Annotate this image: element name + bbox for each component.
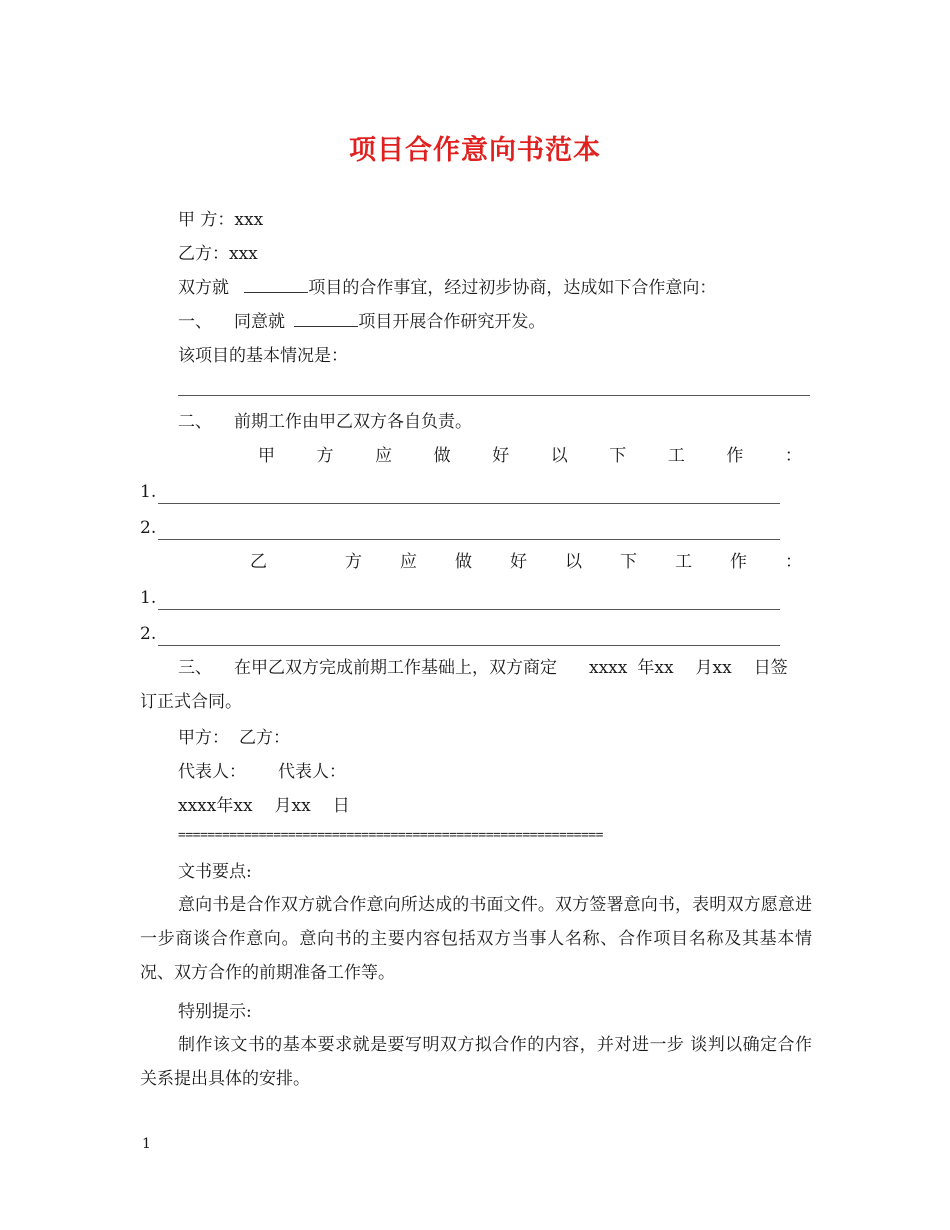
page-number: 1	[142, 1136, 151, 1152]
item3-year: xxxx	[589, 658, 628, 678]
sign-rep-a: 代表人：	[178, 762, 246, 782]
item3-num: 三、	[178, 658, 212, 678]
sign-parties-line	[178, 726, 290, 750]
separator-line: ==========================================================	[178, 828, 603, 843]
item3-line-end: 日签	[753, 658, 788, 678]
b-heading-char: 乙	[250, 552, 267, 572]
sign-year-unit: 年	[216, 796, 234, 816]
item3-day: xx	[712, 658, 732, 678]
tips-heading: 特别提示:	[178, 1002, 252, 1022]
basic-info-rule	[178, 395, 810, 396]
party-b-value: xxx	[229, 244, 258, 264]
b-heading-char: 做	[455, 552, 472, 572]
item3-year-unit: 年	[637, 658, 655, 678]
sign-month-unit: 月	[274, 796, 292, 816]
item-number: 2.	[140, 624, 157, 644]
sign-day: xx	[291, 796, 311, 816]
item3-line-1	[178, 656, 788, 680]
party-b-line	[178, 242, 258, 266]
intro-after: 项目的合作事宜，经过初步协商，达成如下合作意向：	[308, 278, 717, 298]
b-work-item-2	[140, 622, 780, 646]
item3-line-2: 订正式合同。	[140, 692, 242, 712]
a-heading-char: 作	[726, 446, 744, 466]
a-heading-char: 甲	[258, 446, 275, 466]
item1-before: 同意就	[234, 312, 285, 332]
item3-month-unit: 月	[695, 658, 713, 678]
item-number: 1.	[140, 588, 157, 608]
b-heading-char: 工	[675, 552, 692, 572]
b-heading-char: 应	[400, 552, 417, 572]
a-heading-char: 做	[433, 446, 451, 466]
sign-reps-line	[178, 760, 346, 784]
a-heading-char: 工	[667, 446, 685, 466]
b-heading-char: 下	[620, 552, 637, 572]
notes-heading: 文书要点:	[178, 862, 252, 882]
item2-text: 前期工作由甲乙双方各自负责。	[234, 412, 472, 432]
notes-body: 意向书是合作双方就合作意向所达成的书面文件。双方签署意向书，表明双方愿意进一步商谈合作意向。意向书的主要内容包括双方当事人名称、合作项目名称及其基本情况、双方合作的前期准备工作等。	[140, 895, 812, 983]
intro-line	[178, 276, 716, 300]
basic-info-label: 该项目的基本情况是：	[178, 346, 348, 366]
b-heading-char: ：	[785, 552, 802, 572]
b-heading-char: 作	[730, 552, 747, 572]
sign-rep-b: 代表人：	[278, 762, 346, 782]
item1-after: 项目开展合作研究开发。	[358, 312, 546, 332]
b-work-item-1	[140, 586, 780, 610]
sign-party-a: 甲方：	[178, 728, 229, 748]
fill-rule	[158, 485, 780, 504]
a-heading-char: 以	[550, 446, 568, 466]
sign-month: xx	[233, 796, 253, 816]
b-work-heading	[250, 550, 802, 574]
item2-line	[178, 410, 472, 434]
a-work-item-2	[140, 516, 780, 540]
party-a-value: xxx	[234, 210, 264, 230]
sign-date-line	[178, 794, 350, 818]
a-heading-char: 好	[492, 446, 510, 466]
b-heading-char: 好	[510, 552, 527, 572]
fill-rule	[158, 627, 780, 646]
item1-num: 一、	[178, 312, 212, 332]
item-number: 1.	[140, 482, 157, 502]
b-heading-char: 方	[345, 552, 362, 572]
a-heading-char: 应	[375, 446, 393, 466]
a-work-item-1	[140, 480, 780, 504]
fill-rule	[158, 591, 780, 610]
party-a-line	[178, 208, 263, 232]
item-number: 2.	[140, 518, 157, 538]
sign-year: xxxx	[178, 796, 217, 816]
party-a-label: 甲 方：	[178, 210, 235, 230]
party-b-label: 乙方：	[178, 244, 229, 264]
intro-before: 双方就	[178, 278, 229, 298]
a-work-heading	[258, 444, 802, 468]
a-heading-char: ：	[784, 446, 802, 466]
project-blank	[294, 310, 358, 327]
b-heading-char: 以	[565, 552, 582, 572]
item1-line	[178, 310, 545, 334]
fill-rule	[158, 521, 780, 540]
tips-body: 制作该文书的基本要求就是要写明双方拟合作的内容，并对进一步 谈判以确定合作关系提出具体的安排。	[140, 1035, 812, 1089]
item2-num: 二、	[178, 412, 212, 432]
item3-text: 在甲乙双方完成前期工作基础上，双方商定	[234, 658, 557, 678]
a-heading-char: 方	[316, 446, 334, 466]
document-title: 项目合作意向书范本	[349, 135, 601, 166]
a-heading-char: 下	[609, 446, 627, 466]
sign-party-b: 乙方：	[239, 728, 290, 748]
project-name-blank	[244, 276, 308, 293]
item3-month: xx	[654, 658, 674, 678]
sign-day-unit: 日	[332, 796, 350, 816]
